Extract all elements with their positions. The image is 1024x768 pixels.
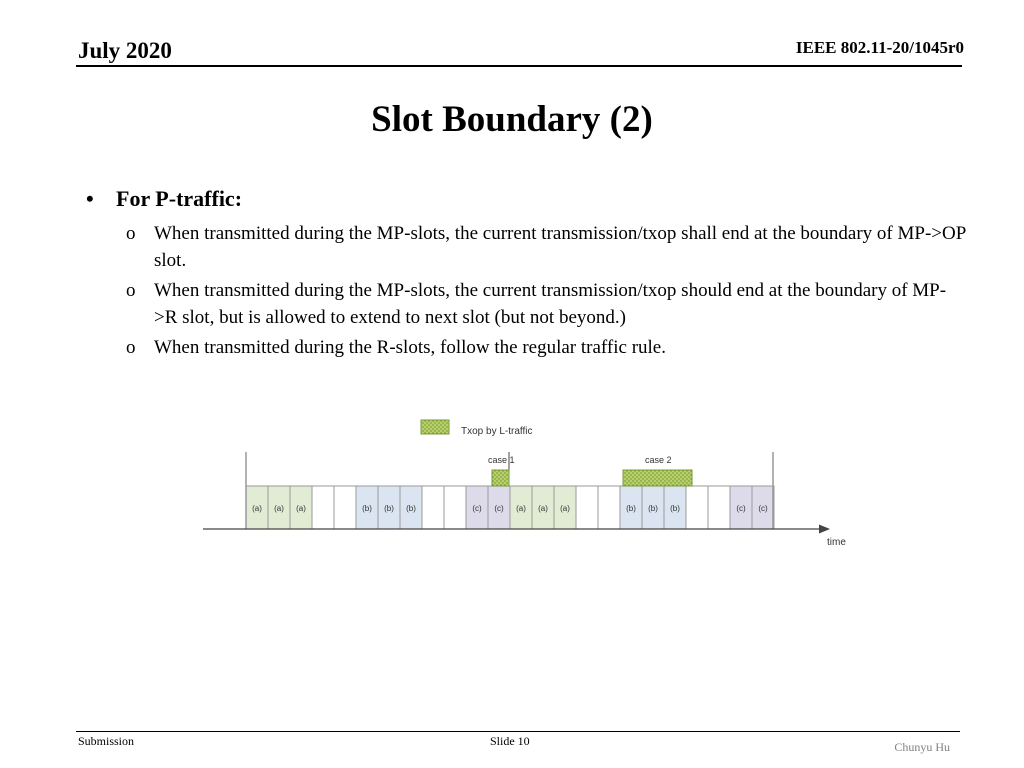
sub-bullet-marker: o xyxy=(126,223,136,244)
slot-label: (a) xyxy=(560,504,570,513)
header-date: July 2020 xyxy=(78,38,172,63)
slot-label: (b) xyxy=(362,504,372,513)
case1-txop xyxy=(492,470,509,486)
case2-label: case 2 xyxy=(645,455,672,465)
slot-label: (b) xyxy=(406,504,416,513)
time-axis-label: time xyxy=(827,537,846,548)
slot-label: (a) xyxy=(538,504,548,513)
sub-bullet-text: When transmitted during the MP-slots, the current transmission/txop should end at the boundary of MP->R slot, but is allowed to extend to next slot (but not beyond.) xyxy=(154,280,947,328)
legend-swatch xyxy=(421,420,449,434)
slot-label: (b) xyxy=(626,504,636,513)
footer-author: Chunyu Hu xyxy=(894,740,950,754)
slot-label: (a) xyxy=(274,504,284,513)
bullet-dot-icon: • xyxy=(86,186,94,211)
slot-label: (b) xyxy=(670,504,680,513)
slot-cell xyxy=(312,486,334,529)
footer-slide-number: Slide 10 xyxy=(490,734,530,748)
sub-bullet-text: When transmitted during the MP-slots, the current transmission/txop shall end at the boundary of MP->OP slot. xyxy=(154,223,966,271)
sub-bullet-marker: o xyxy=(126,337,136,358)
bullet-main-text: For P-traffic: xyxy=(116,186,243,211)
slot-label: (c) xyxy=(736,504,746,513)
legend-label: Txop by L-traffic xyxy=(461,426,533,437)
sub-bullet-text: When transmitted during the R-slots, follow the regular traffic rule. xyxy=(154,337,666,358)
slot-cell xyxy=(422,486,444,529)
slot-label: (a) xyxy=(516,504,526,513)
slot-label: (a) xyxy=(296,504,306,513)
slot-cell xyxy=(598,486,620,529)
time-axis-arrow-icon xyxy=(819,525,830,534)
slot-cell xyxy=(334,486,356,529)
slot-label: (c) xyxy=(472,504,482,513)
case2-txop xyxy=(623,470,692,486)
slot-cell xyxy=(708,486,730,529)
header-doc-id: IEEE 802.11-20/1045r0 xyxy=(795,38,964,57)
case1-label: case 1 xyxy=(488,455,515,465)
slide-title: Slot Boundary (2) xyxy=(371,99,653,140)
slot-label: (c) xyxy=(494,504,504,513)
slot-label: (b) xyxy=(648,504,658,513)
sub-bullet-marker: o xyxy=(126,280,136,301)
footer-divider xyxy=(76,731,960,732)
slot-label: (b) xyxy=(384,504,394,513)
slot-label: (c) xyxy=(758,504,768,513)
slot-cell xyxy=(444,486,466,529)
slot-label: (a) xyxy=(252,504,262,513)
slot-cell xyxy=(576,486,598,529)
footer-submission: Submission xyxy=(78,734,135,748)
slot-cell xyxy=(686,486,708,529)
